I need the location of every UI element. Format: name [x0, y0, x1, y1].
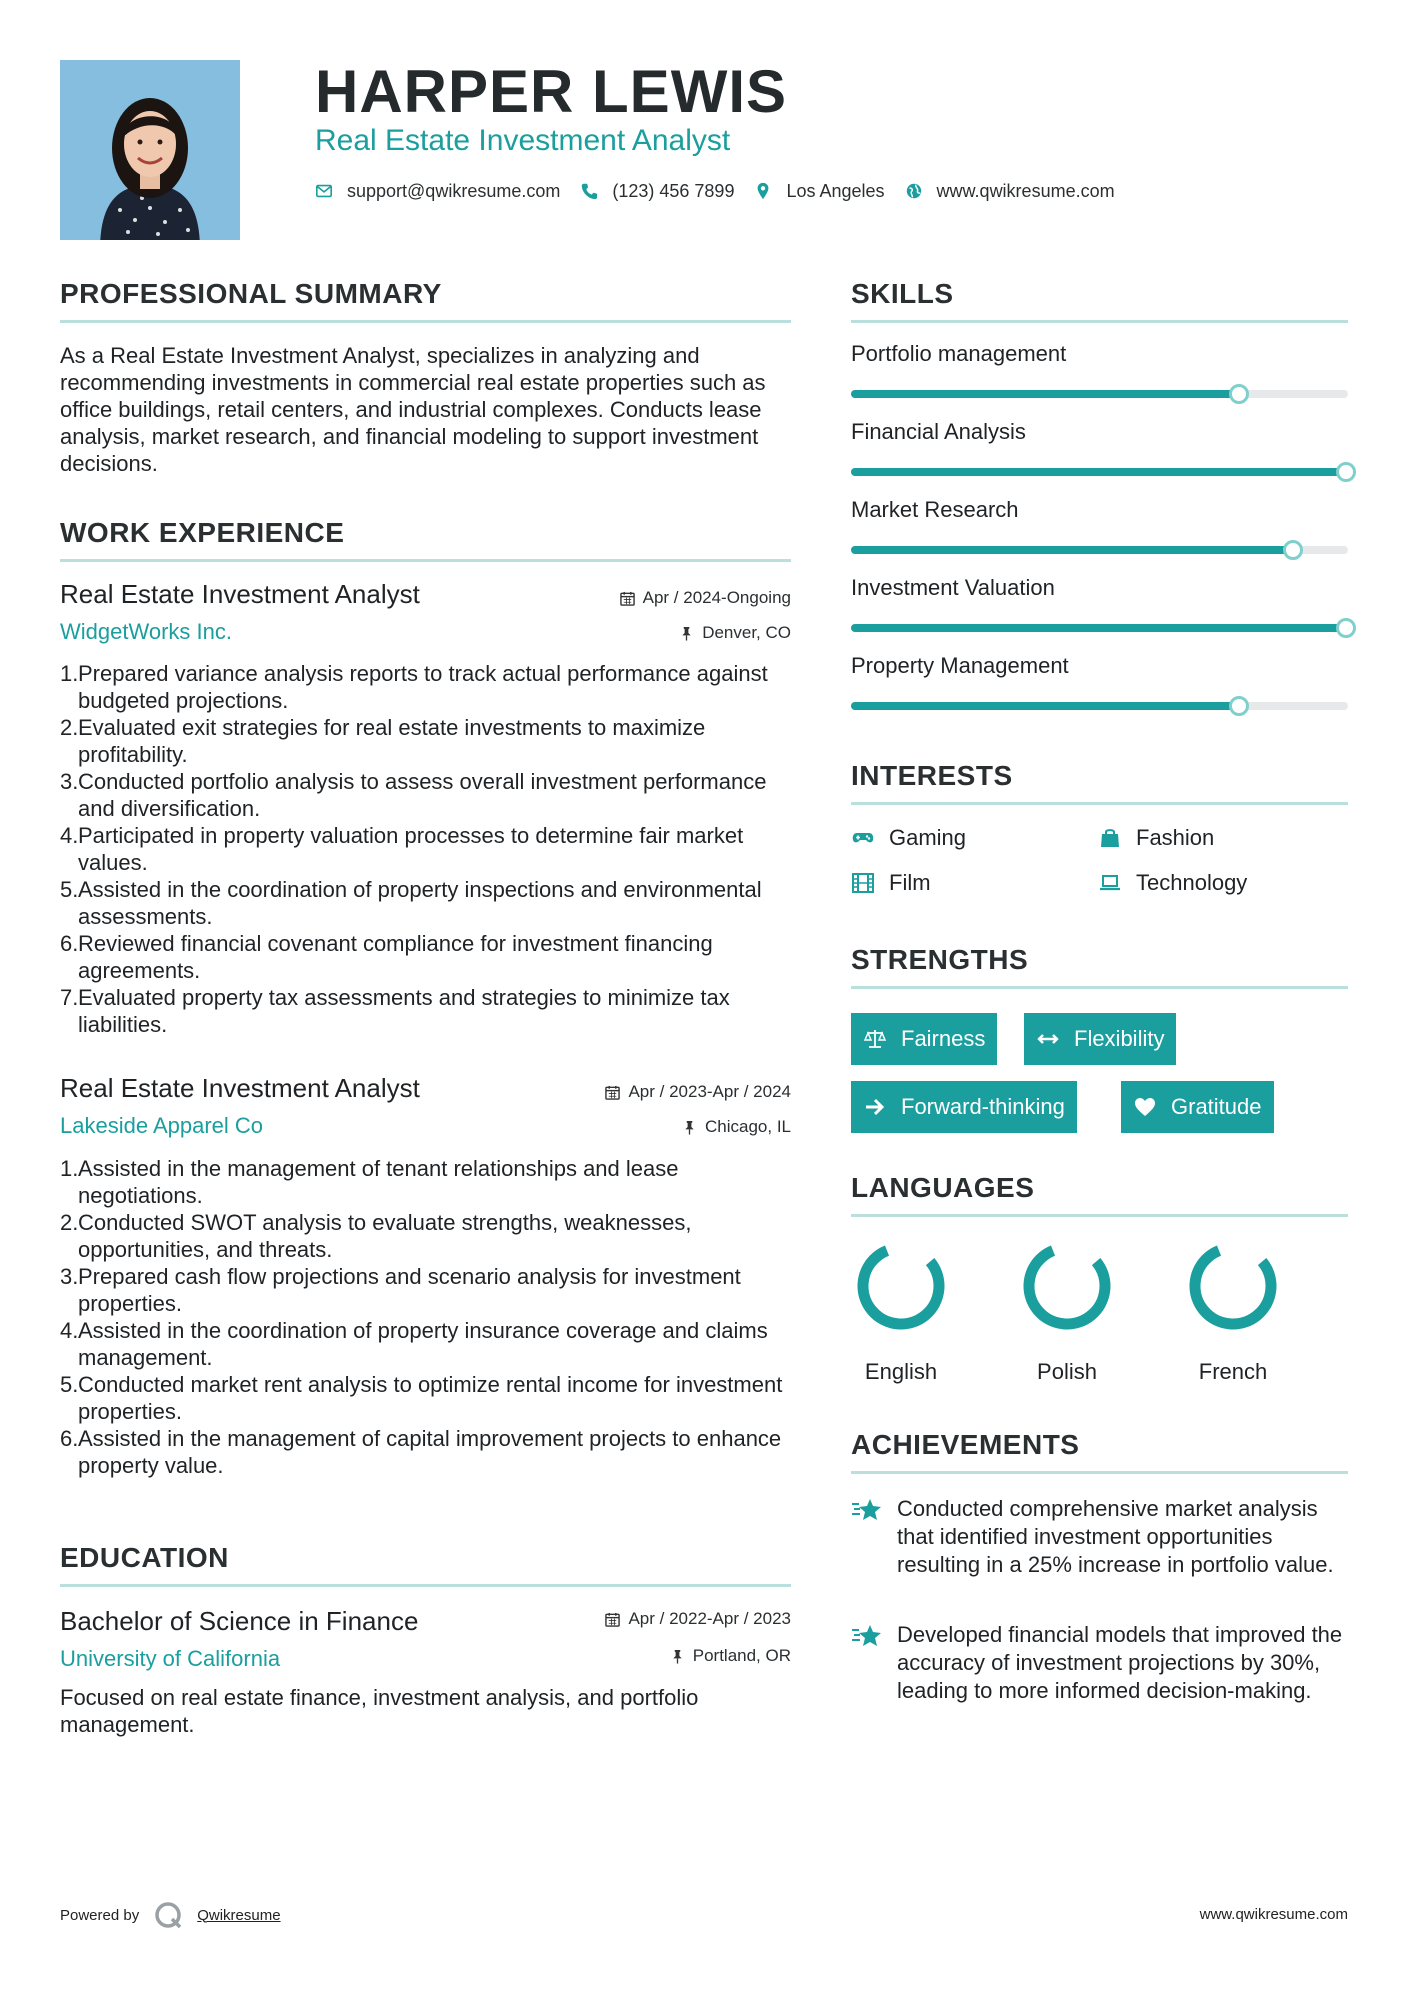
skill-bar-knob	[1229, 696, 1249, 716]
languages-heading: LANGUAGES	[851, 1172, 1035, 1203]
skill-label: Market Research	[851, 497, 1019, 522]
arrows-horizontal-icon	[1036, 1027, 1060, 1051]
interest-gaming: Gaming	[851, 824, 966, 852]
degree-title: Bachelor of Science in Finance	[60, 1606, 419, 1636]
contact-bar	[315, 176, 1135, 206]
list-item: 6. Reviewed financial covenant compliance for investment financing agreements.	[60, 931, 713, 983]
skill-bar-track	[851, 546, 1348, 554]
strength-fairness: Fairness	[851, 1013, 997, 1065]
experience-divider	[60, 559, 791, 562]
language-item	[1007, 1236, 1127, 1386]
job-1-dates: Apr / 2024-Ongoing	[620, 587, 791, 609]
achievement-item: Developed financial models that improved the accuracy of investment projections by 30%, leading to more informed decision-making.	[851, 1621, 1348, 1705]
list-item: 2. Conducted SWOT analysis to evaluate strengths, weaknesses, opportunities, and threats.	[60, 1210, 692, 1262]
skill-bar-knob	[1229, 384, 1249, 404]
skill-bar-fill	[851, 624, 1348, 632]
skill-label: Financial Analysis	[851, 419, 1026, 444]
shopping-bag-icon	[1098, 826, 1122, 850]
shooting-star-icon	[851, 1621, 883, 1651]
laptop-icon	[1098, 871, 1122, 895]
job-1-location: Denver, CO	[679, 622, 791, 644]
profile-photo	[60, 60, 240, 240]
skill-label: Portfolio management	[851, 341, 1067, 366]
interest-technology: Technology	[1098, 869, 1247, 897]
skill-bar-knob	[1336, 618, 1356, 638]
language-item	[1173, 1236, 1293, 1386]
pushpin-icon	[679, 626, 694, 641]
language-ring-arc	[1017, 1236, 1117, 1336]
candidate-title: Real Estate Investment Analyst	[315, 124, 731, 157]
language-ring	[1017, 1236, 1117, 1336]
achievements-divider	[851, 1471, 1348, 1474]
contact-email[interactable]: support@qwikresume.com	[315, 181, 560, 202]
education-header	[60, 1605, 791, 1675]
strength-forward-thinking: Forward-thinking	[851, 1081, 1077, 1133]
candidate-name: HARPER LEWIS	[315, 58, 788, 125]
shooting-star-icon	[851, 1495, 883, 1525]
language-name: Polish	[1037, 1359, 1097, 1384]
job-2-title: Real Estate Investment Analyst	[60, 1073, 420, 1103]
language-ring-arc	[1183, 1236, 1283, 1336]
list-item: 2. Evaluated exit strategies for real estate investments to maximize profitability.	[60, 715, 706, 767]
language-item	[841, 1236, 961, 1386]
location-pin-icon	[754, 182, 772, 200]
job-2-location: Chicago, IL	[682, 1116, 791, 1138]
skill-bar-track	[851, 468, 1348, 476]
skill-bar-knob	[1336, 462, 1356, 482]
list-item: 1. Assisted in the management of tenant relationships and lease negotiations.	[60, 1156, 679, 1208]
list-item: 4. Participated in property valuation processes to determine fair market values.	[60, 823, 744, 875]
job-2-bullets	[60, 1155, 791, 1479]
calendar-icon	[605, 1085, 620, 1100]
summary-divider	[60, 320, 791, 323]
interest-film: Film	[851, 869, 931, 897]
achievements-heading: ACHIEVEMENTS	[851, 1429, 1080, 1460]
list-item: 3. Conducted portfolio analysis to assess overall investment performance and diversification.	[60, 769, 767, 821]
list-item: 1. Prepared variance analysis reports to track actual performance against budgeted projections.	[60, 661, 768, 713]
skill-bar-fill	[851, 546, 1293, 554]
skill-bar-fill	[851, 702, 1239, 710]
language-ring	[851, 1236, 951, 1336]
list-item: 3. Prepared cash flow projections and scenario analysis for investment properties.	[60, 1264, 741, 1316]
education-description: Focused on real estate finance, investment analysis, and portfolio management.	[60, 1685, 699, 1737]
arrow-right-icon	[863, 1095, 887, 1119]
interests-heading: INTERESTS	[851, 760, 1013, 791]
achievement-item: Conducted comprehensive market analysis that identified investment opportunities resulting in a 25% increase in portfolio value.	[851, 1495, 1348, 1579]
footer-powered-by: Powered by Qwikresume	[60, 1900, 281, 1930]
calendar-icon	[620, 591, 635, 606]
education-divider	[60, 1584, 791, 1587]
strength-gratitude: Gratitude	[1121, 1081, 1274, 1133]
education-dates: Apr / 2022-Apr / 2023	[605, 1608, 791, 1630]
school-name: University of California	[60, 1646, 281, 1671]
languages-divider	[851, 1214, 1348, 1217]
list-item: 5. Assisted in the coordination of property inspections and environmental assessments.	[60, 877, 762, 929]
education-heading: EDUCATION	[60, 1542, 229, 1573]
interests-divider	[851, 802, 1348, 805]
contact-phone[interactable]: (123) 456 7899	[580, 181, 734, 202]
skill-bar-knob	[1283, 540, 1303, 560]
job-2-header	[60, 1072, 791, 1142]
education-location: Portland, OR	[670, 1645, 791, 1667]
skill-label: Investment Valuation	[851, 575, 1055, 600]
skill-label: Property Management	[851, 653, 1069, 678]
footer-url[interactable]: www.qwikresume.com	[1199, 1906, 1348, 1923]
job-1-bullets	[60, 660, 791, 1038]
balance-scale-icon	[863, 1027, 887, 1051]
phone-icon	[580, 182, 598, 200]
list-item: 6. Assisted in the management of capital improvement projects to enhance property value.	[60, 1426, 782, 1478]
language-name: English	[864, 1359, 938, 1384]
strengths-heading: STRENGTHS	[851, 944, 1029, 975]
list-item: 4. Assisted in the coordination of property insurance coverage and claims management.	[60, 1318, 768, 1370]
job-1-company: WidgetWorks Inc.	[60, 619, 232, 644]
interest-fashion: Fashion	[1098, 824, 1214, 852]
gamepad-icon	[851, 826, 875, 850]
qwikresume-logo-icon	[153, 1900, 183, 1930]
job-2-dates: Apr / 2023-Apr / 2024	[605, 1081, 791, 1103]
pushpin-icon	[670, 1649, 685, 1664]
summary-text: As a Real Estate Investment Analyst, specializes in analyzing and recommending investments in commercial real estate properties such as office buildings, retail centers, and industrial complexes. Conducts lease analysis, market research, and financial modeling to support investment decisions.	[60, 343, 766, 476]
language-name: French	[1198, 1359, 1268, 1384]
skill-bar-track	[851, 390, 1348, 398]
film-icon	[851, 871, 875, 895]
skill-bar-fill	[851, 468, 1348, 476]
contact-website[interactable]: www.qwikresume.com	[905, 181, 1115, 202]
language-ring-arc	[851, 1236, 951, 1336]
heart-icon	[1133, 1095, 1157, 1119]
skill-bar-fill	[851, 390, 1239, 398]
qwikresume-link[interactable]: Qwikresume	[197, 1906, 281, 1924]
summary-heading: PROFESSIONAL SUMMARY	[60, 278, 442, 309]
job-2-company: Lakeside Apparel Co	[60, 1113, 264, 1138]
strengths-divider	[851, 986, 1348, 989]
list-item: 5. Conducted market rent analysis to optimize rental income for investment properties.	[60, 1372, 783, 1424]
language-ring	[1183, 1236, 1283, 1336]
pushpin-icon	[682, 1120, 697, 1135]
envelope-icon	[315, 182, 333, 200]
skills-heading: SKILLS	[851, 278, 954, 309]
globe-icon	[905, 182, 923, 200]
list-item: 7. Evaluated property tax assessments and strategies to minimize tax liabilities.	[60, 985, 730, 1037]
experience-heading: WORK EXPERIENCE	[60, 517, 345, 548]
skill-bar-track	[851, 702, 1348, 710]
skill-bar-track	[851, 624, 1348, 632]
strength-flexibility: Flexibility	[1024, 1013, 1176, 1065]
job-1-header	[60, 578, 791, 648]
calendar-icon	[605, 1612, 620, 1627]
contact-location: Los Angeles	[754, 181, 884, 202]
job-1-title: Real Estate Investment Analyst	[60, 579, 420, 609]
skills-divider	[851, 320, 1348, 323]
